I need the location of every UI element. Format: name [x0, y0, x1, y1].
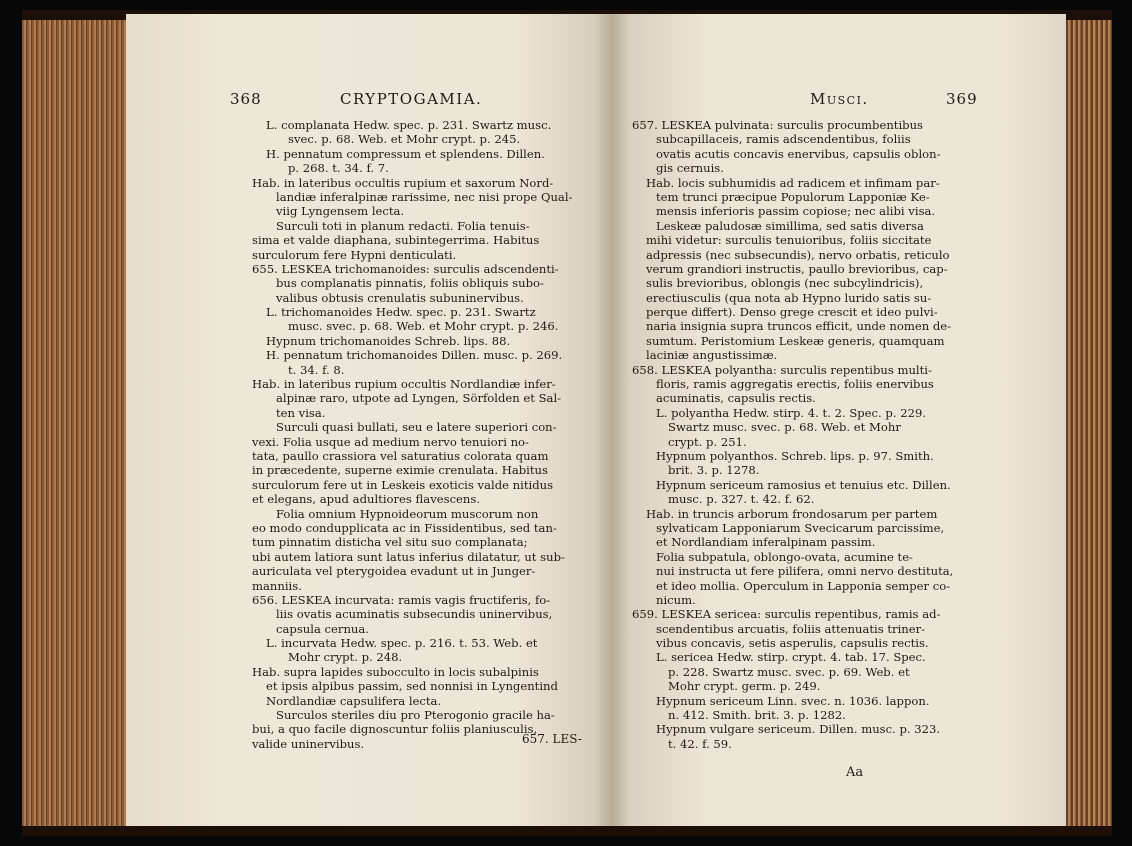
text-line: valibus obtusis crenulatis subuninervibus. [276, 290, 524, 305]
text-line: manniis. [252, 578, 302, 593]
text-line: viig Lyngensem lecta. [276, 204, 405, 219]
text-line: Folia subpatula, oblongo-ovata, acumine te- [656, 549, 913, 564]
text-line: p. 268. t. 34. f. 7. [288, 161, 389, 176]
text-line: Hypnum trichomanoides Schreb. lips. 88. [266, 333, 511, 348]
text-line: t. 34. f. 8. [288, 362, 345, 377]
text-line: Folia omnium Hypnoideorum muscorum non [276, 506, 539, 521]
text-line: alpinæ raro, utpote ad Lyngen, Sörfolden et Sal- [276, 391, 562, 406]
text-line: Hab. in lateribus occultis rupium et saxorum Nord- [252, 175, 554, 190]
right-page-number: 369 [946, 90, 978, 108]
left-page-text [252, 118, 608, 751]
text-line: svec. p. 68. Web. et Mohr crypt. p. 245. [288, 132, 521, 147]
text-line: verum grandiori instructis, paullo brevioribus, cap- [646, 261, 948, 276]
text-line: Nordlandiæ capsulifera lecta. [266, 693, 442, 708]
text-line: surculorum fere ut in Leskeis exoticis valde nitidus [252, 477, 554, 492]
text-line: p. 228. Swartz musc. svec. p. 69. Web. et [668, 664, 910, 679]
text-line: Hypnum polyanthos. Schreb. lips. p. 97. Smith. [656, 448, 934, 463]
right-page-text [632, 118, 998, 751]
text-line: naria insignia supra truncos efficit, unde nomen de- [646, 319, 952, 334]
text-line: auriculata vel pterygoidea evadunt ut in Junger- [252, 564, 536, 579]
text-line: vexi. Folia usque ad medium nervo tenuiori no- [252, 434, 529, 449]
text-line: sylvaticam Lapponiarum Svecicarum parcissime, [656, 520, 945, 535]
text-line: ten visa. [276, 405, 326, 420]
text-line: 656. LESKEA incurvata: ramis vagis fructiferis, fo- [252, 592, 551, 607]
text-line: Hab. supra lapides subocculto in locis subalpinis [252, 664, 539, 679]
left-page-number: 368 [230, 90, 262, 108]
right-running-head: Musci. [810, 90, 869, 108]
text-line: in præcedente, superne eximie crenulata. Habitus [252, 463, 548, 478]
text-line: sulis brevioribus, oblongis (nec subcylindricis), [646, 276, 924, 291]
text-line: sima et valde diaphana, subintegerrima. Habitus [252, 233, 540, 248]
text-line: mensis inferioris passim copiose; nec alibi visa. [656, 204, 936, 219]
text-line: 657. LESKEA pulvinata: surculis procumbentibus [632, 118, 924, 132]
text-line: L. complanata Hedw. spec. p. 231. Swartz musc. [266, 118, 552, 132]
text-line: surculorum fere Hypni denticulati. [252, 247, 457, 262]
text-line: musc. svec. p. 68. Web. et Mohr crypt. p. 246. [288, 319, 559, 334]
text-line: et elegans, apud adultiores flavescens. [252, 492, 481, 507]
text-line: bus complanatis pinnatis, foliis obliquis subo- [276, 276, 544, 291]
text-line: vibus concavis, setis asperulis, capsulis rectis. [656, 636, 929, 651]
text-line: nui instructa ut fere pilifera, omni nervo destituta, [656, 564, 954, 579]
text-line: L. polyantha Hedw. stirp. 4. t. 2. Spec. p. 229. [656, 405, 927, 420]
left-running-head: CRYPTOGAMIA. [340, 90, 483, 108]
text-line: landiæ inferalpinæ rarissime, nec nisi prope Qual- [276, 189, 573, 204]
text-line: perque differt). Denso grege crescit et ideo pulvi- [646, 305, 938, 320]
text-line: Hab. locis subhumidis ad radicem et infimam par- [646, 175, 940, 190]
text-line: gis cernuis. [656, 161, 724, 176]
text-line: sumtum. Peristomium Leskeæ generis, quamquam [646, 333, 945, 348]
text-line: mihi videtur: surculis tenuioribus, foliis siccitate [646, 233, 932, 248]
text-line: Leskeæ paludosæ simillima, sed satis diversa [656, 218, 924, 233]
text-line: t. 42. f. 59. [668, 736, 732, 751]
signature-mark: Aa [846, 765, 864, 780]
text-line: L. sericea Hedw. stirp. crypt. 4. tab. 17. Spec. [656, 650, 926, 665]
text-line: Mohr crypt. germ. p. 249. [668, 679, 821, 694]
text-line: n. 412. Smith. brit. 3. p. 1282. [668, 708, 846, 723]
text-line: H. pennatum compressum et splendens. Dillen. [266, 146, 545, 161]
text-line: acuminatis, capsulis rectis. [656, 391, 816, 406]
text-line: brit. 3. p. 1278. [668, 463, 760, 478]
text-line: crypt. p. 251. [668, 434, 747, 449]
text-line: nicum. [656, 592, 696, 607]
text-line: Hab. in lateribus rupium occultis Nordlandiæ infer- [252, 377, 556, 392]
text-line: eo modo condupplicata ac in Fissidentibus, sed tan- [252, 520, 557, 535]
text-line: bui, a quo facile dignoscuntur foliis planiusculis, [252, 722, 538, 737]
right-page [612, 14, 1066, 826]
text-line: 658. LESKEA polyantha: surculis repentibus multi- [632, 362, 932, 377]
text-line: tem trunci præcipue Populorum Lapponiæ Ke- [656, 189, 930, 204]
text-line: ovatis acutis concavis enervibus, capsulis oblon- [656, 146, 941, 161]
text-line: Swartz musc. svec. p. 68. Web. et Mohr [668, 420, 901, 435]
text-line: ubi autem latiora sunt latus inferius dilatatur, ut sub- [252, 549, 565, 564]
left-page [126, 14, 612, 826]
text-line: musc. p. 327. t. 42. f. 62. [668, 492, 815, 507]
text-line: 655. LESKEA trichomanoides: surculis adscendenti- [252, 261, 559, 276]
text-line: valide uninervibus. [252, 736, 365, 751]
text-line: Hypnum vulgare sericeum. Dillen. musc. p. 323. [656, 722, 941, 737]
text-line: H. pennatum trichomanoides Dillen. musc. p. 269. [266, 348, 563, 363]
catchword: 657. LES- [522, 732, 582, 746]
text-line: tum pinnatim disticha vel situ suo complanata; [252, 535, 528, 550]
text-line: Hypnum sericeum ramosius et tenuius etc. Dillen. [656, 477, 951, 492]
text-line: L. incurvata Hedw. spec. p. 216. t. 53. Web. et [266, 636, 538, 651]
text-line: 659. LESKEA sericea: surculis repentibus, ramis ad- [632, 607, 941, 622]
text-line: tata, paullo crassiora vel saturatius colorata quam [252, 448, 549, 463]
text-line: capsula cernua. [276, 621, 369, 636]
text-line: et Nordlandiam inferalpinam passim. [656, 535, 876, 550]
text-line: scendentibus arcuatis, foliis attenuatis triner- [656, 621, 926, 636]
right-page-edges [1066, 20, 1112, 826]
text-line: Mohr crypt. p. 248. [288, 650, 403, 665]
text-line: Surculos steriles diu pro Pterogonio gracile ha- [276, 708, 555, 723]
text-line: subcapillaceis, ramis adscendentibus, foliis [656, 132, 911, 147]
text-line: et ideo mollia. Operculum in Lapponia semper co- [656, 578, 951, 593]
open-book [22, 10, 1112, 836]
text-line: erectiusculis (qua nota ab Hypno lurido satis su- [646, 290, 932, 305]
text-line: floris, ramis aggregatis erectis, foliis enervibus [656, 377, 934, 392]
text-line: adpressis (nec subsecundis), nervo orbatis, reticulo [646, 247, 950, 262]
text-line: liis ovatis acuminatis subsecundis uninervibus, [276, 607, 553, 622]
text-line: L. trichomanoides Hedw. spec. p. 231. Swartz [266, 305, 536, 320]
text-line: laciniæ angustissimæ. [646, 348, 778, 363]
left-page-edges [22, 20, 126, 826]
text-line: Hypnum sericeum Linn. svec. n. 1036. lappon. [656, 693, 930, 708]
text-line: Surculi toti in planum redacti. Folia tenuis- [276, 218, 530, 233]
text-line: Hab. in truncis arborum frondosarum per partem [646, 506, 938, 521]
text-line: Surculi quasi bullati, seu e latere superiori con- [276, 420, 557, 435]
text-line: et ipsis alpibus passim, sed nonnisi in Lyngentind [266, 679, 558, 694]
